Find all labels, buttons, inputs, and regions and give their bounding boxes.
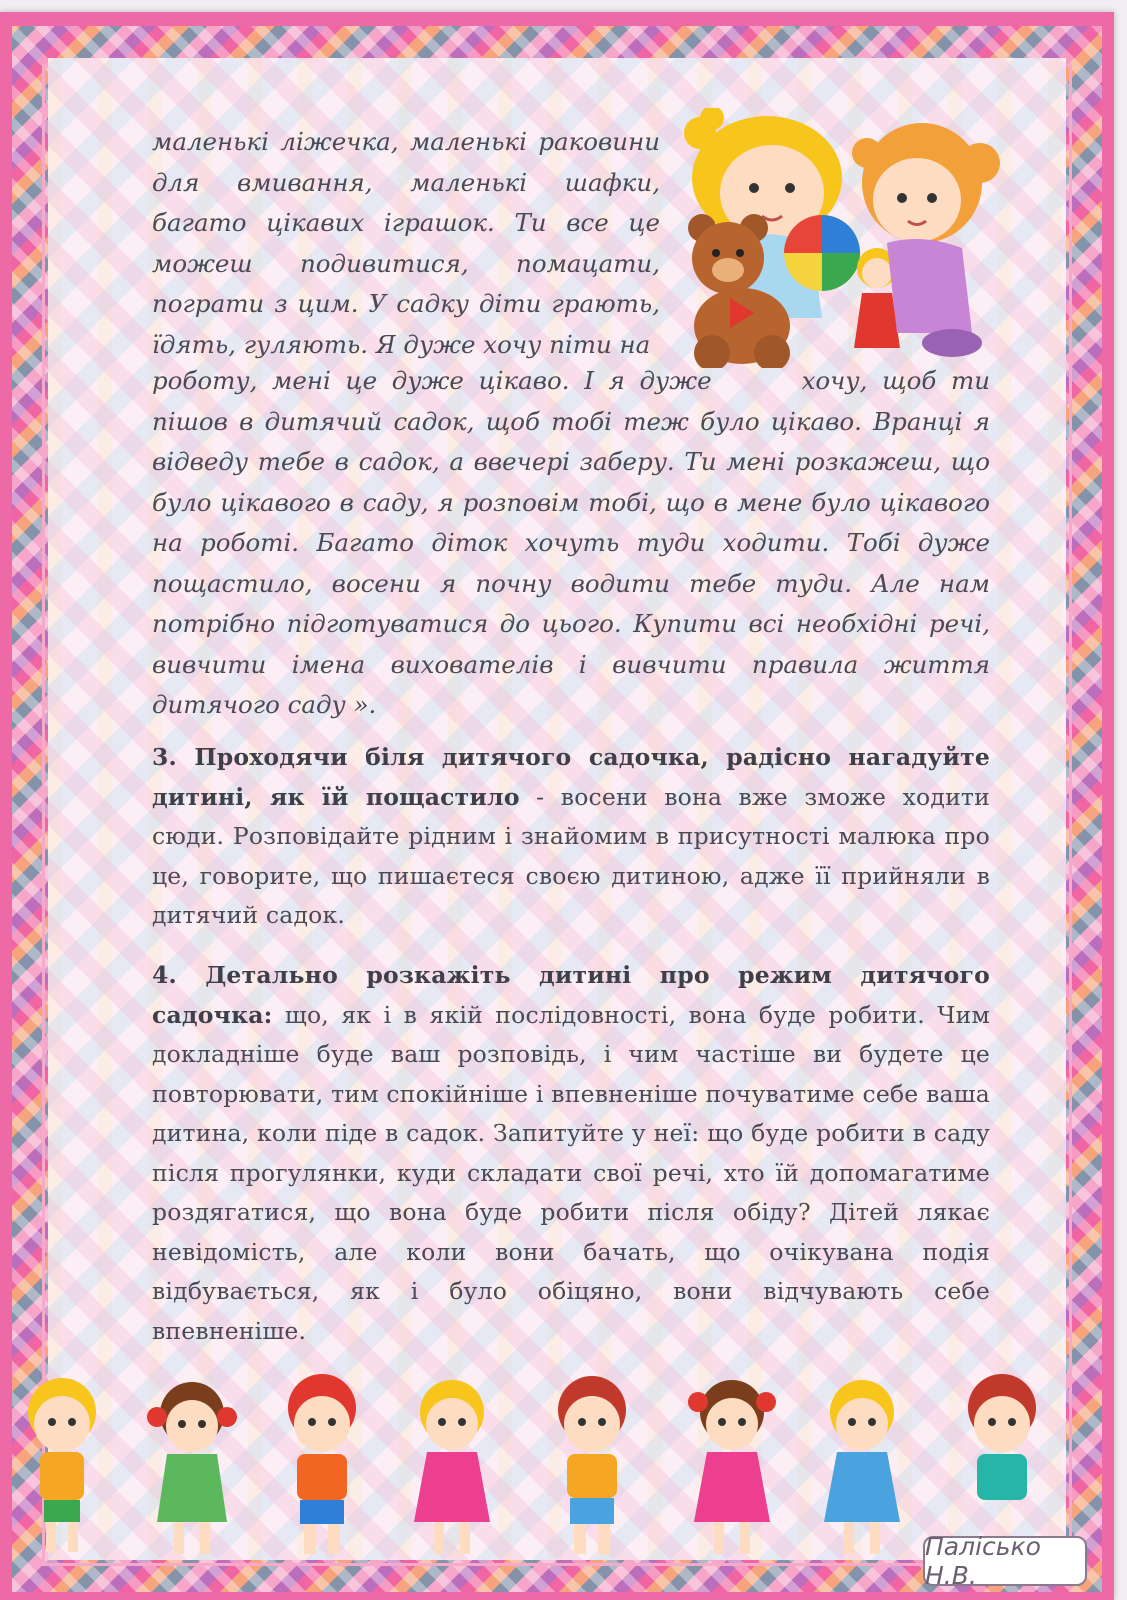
child-1	[28, 1378, 96, 1552]
child-2	[147, 1382, 237, 1554]
child-8	[968, 1374, 1036, 1500]
child-6	[688, 1380, 776, 1554]
child-7	[824, 1380, 900, 1554]
section-4-heading: 4. Детально розкажіть дитині про режим дитячого садочка:	[152, 961, 990, 1029]
section-3-heading: 3. Проходячи біля дитячого садочка, радісно нагадуйте дитині, як їй пощастило	[152, 743, 990, 811]
continuation-text-wide	[152, 361, 990, 726]
child-5	[558, 1376, 626, 1554]
section-3-text: - восени вона вже зможе ходити сюди. Розповідайте рідним і знайомим в присутності малюка про це, говорите, що пишаєтеся своєю дитиною, адже її прийняли в дитячий садок.	[152, 782, 990, 929]
child-3	[288, 1374, 356, 1554]
children-with-toys-illustration	[672, 108, 1002, 368]
author-signature: Палісько Н.В.	[923, 1536, 1087, 1586]
continuation-text-wide-start: роботу, мені це дуже цікаво. І я дуже	[152, 366, 712, 395]
section-4-text: що, як і в якій послідовності, вона буде робити. Чим докладніше буде ваш розповідь, і чим частіше ви будете це повторювати, тим спокійніше і впевненіше почуватиме себе ваша дитина, коли піде в садок. Запитуйте у неї: що буде робити в саду після прогулянки, куди складати свої речі, хто їй допомагатиме роздягатися, що вона буде робити після обіду? Дітей лякає невідомість, але коли вони бачать, що очікувана подія відбувається, як і було обіцяно, вони відчувають себе впевненіше.	[152, 1000, 990, 1345]
section-3-paragraph	[152, 738, 990, 936]
section-4-paragraph	[152, 956, 990, 1351]
continuation-text-narrow: маленькі ліжечка, маленькі раковини для вмивання, маленькі шафки, багато цікавих іграшок. Ти все це можеш подивитися, помацати, пограти з цим. У садку діти грають, їдять, гуляють. Я дуже хочу піти на	[152, 127, 660, 359]
continuation-text-wide-rest: хочу, щоб ти пішов в дитячий садок, щоб тобі теж було цікаво. Вранці я відведу тебе в садок, а ввечері заберу. Ти мені розкажеш, що було цікавого в саду, я розповім тобі, що в мене було цікавого на роботі. Багато діток хочуть туди ходити. Тобі дуже пощастило, восени я почну водити тебе туди. Але нам потрібно підготуватися до цього. Купити всі необхідні речі, вивчити імена вихователів і вивчити правила життя дитячого саду ».	[152, 366, 990, 719]
child-4	[414, 1380, 490, 1554]
